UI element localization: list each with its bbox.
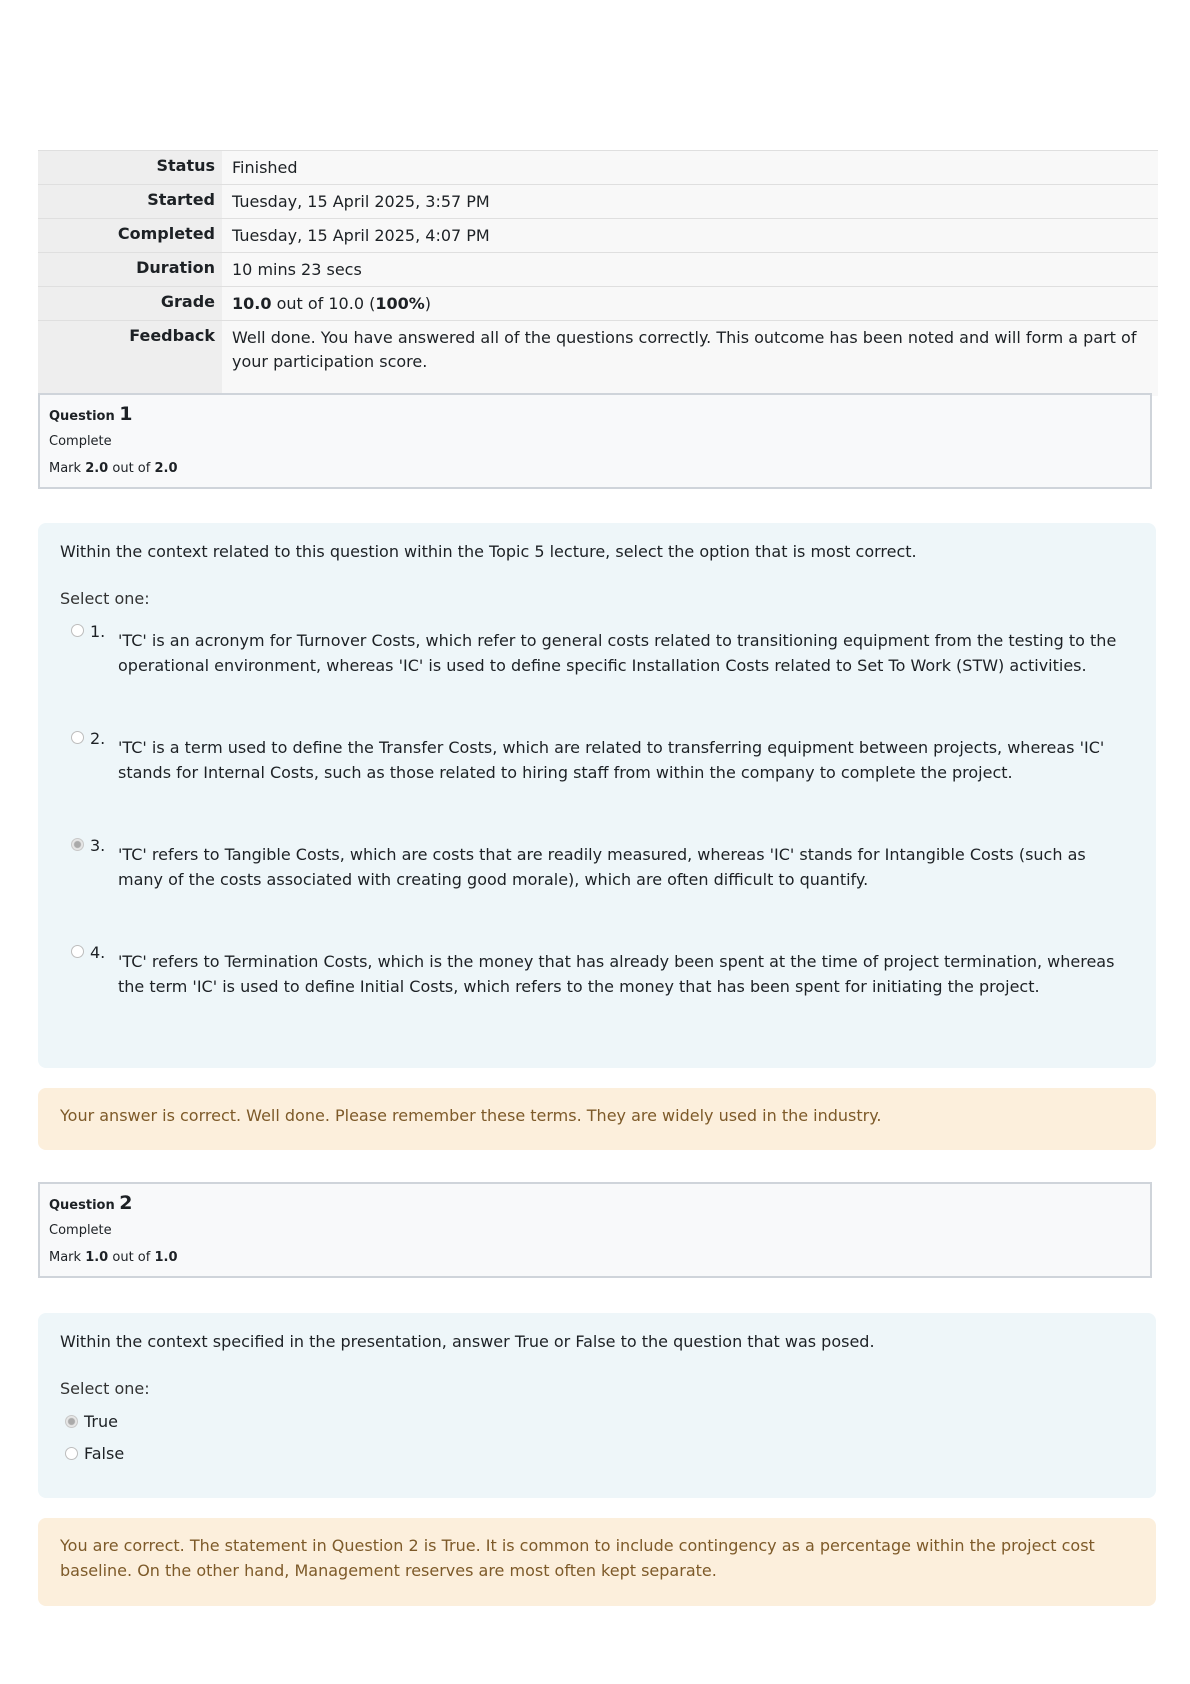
question-1-feedback: Your answer is correct. Well done. Please remember these terms. They are widely used in the industry. [38, 1088, 1156, 1150]
question-2-mark [49, 1250, 1141, 1265]
option-text: 'TC' is an acronym for Turnover Costs, which refer to general costs related to transitioning equipment from the testing to the operational environment, whereas 'IC' is used to define specific Installation Costs related to Set To Work (STW) activities. [118, 631, 1117, 675]
completed-value: Tuesday, 15 April 2025, 4:07 PM [222, 219, 1158, 253]
attempt-summary-table [38, 150, 1158, 396]
true-label: True [84, 1412, 118, 1431]
false-label: False [84, 1444, 125, 1463]
question-1-prompt: Within the context related to this question within the Topic 5 lecture, select the option that is most correct. [60, 542, 917, 561]
radio-true-selected[interactable] [65, 1415, 78, 1428]
grade-score: 10.0 [232, 294, 272, 313]
mark-mid: out of [112, 461, 151, 476]
question-2-prompt: Within the context specified in the presentation, answer True or False to the question that was posed. [60, 1332, 875, 1351]
answer-option-4[interactable] [60, 943, 1134, 999]
mark-prefix: Mark [49, 461, 82, 476]
mark-max: 1.0 [154, 1250, 178, 1265]
duration-label: Duration [38, 253, 222, 287]
question-2-select-one: Select one: [60, 1379, 150, 1398]
grade-mid: out of 10.0 ( [271, 294, 376, 313]
mark-max: 2.0 [154, 461, 178, 476]
summary-row-completed [38, 219, 1158, 253]
summary-row-status [38, 151, 1158, 185]
answer-false[interactable] [60, 1444, 1134, 1463]
option-text: 'TC' refers to Termination Costs, which is the money that has already been spent at the time of project termination, whereas the term 'IC' is used to define Initial Costs, which refers to the money that has been spent for initiating the project. [118, 952, 1115, 996]
question-1-select-one: Select one: [60, 589, 150, 608]
option-number: 1. [90, 622, 106, 641]
summary-row-duration [38, 253, 1158, 287]
radio-false[interactable] [65, 1447, 78, 1460]
duration-value: 10 mins 23 secs [222, 253, 1158, 287]
status-value: Finished [222, 151, 1158, 185]
answer-option-2[interactable] [60, 729, 1134, 785]
feedback-value: Well done. You have answered all of the questions correctly. This outcome has been noted and will form a part of your participation score. [222, 321, 1158, 397]
started-label: Started [38, 185, 222, 219]
option-number: 4. [90, 943, 106, 962]
question-1-number [49, 403, 1141, 425]
question-1-mark [49, 461, 1141, 476]
question-number: 1 [119, 403, 133, 425]
question-number: 2 [119, 1192, 133, 1214]
radio-option-3-selected[interactable] [71, 838, 84, 851]
question-1-state: Complete [49, 434, 112, 449]
grade-percent: 100% [375, 294, 425, 313]
summary-row-feedback [38, 321, 1158, 397]
question-1-options [60, 622, 1134, 999]
option-text: 'TC' refers to Tangible Costs, which are costs that are readily measured, whereas 'IC' stands for Intangible Costs (such as many of the costs associated with creating good morale), which are often difficult to quantify. [118, 845, 1086, 889]
completed-label: Completed [38, 219, 222, 253]
status-label: Status [38, 151, 222, 185]
question-2-feedback: You are correct. The statement in Question 2 is True. It is common to include contingency as a percentage within the project cost baseline. On the other hand, Management reserves are most often kept separate. [38, 1518, 1156, 1606]
grade-value [222, 287, 1158, 321]
question-2-number [49, 1192, 1141, 1214]
option-text: 'TC' is a term used to define the Transfer Costs, which are related to transferring equipment between projects, whereas 'IC' stands for Internal Costs, such as those related to hiring staff from within the company to complete the project. [118, 738, 1105, 782]
mark-value: 2.0 [85, 461, 109, 476]
radio-option-2[interactable] [71, 731, 84, 744]
summary-row-grade [38, 287, 1158, 321]
grade-end: ) [424, 294, 432, 313]
question-2-info [38, 1182, 1152, 1278]
question-2-state: Complete [49, 1223, 112, 1238]
question-label: Question [49, 1198, 115, 1213]
mark-mid: out of [112, 1250, 151, 1265]
radio-option-4[interactable] [71, 945, 84, 958]
option-number: 3. [90, 836, 106, 855]
option-number: 2. [90, 729, 106, 748]
summary-row-started [38, 185, 1158, 219]
grade-label: Grade [38, 287, 222, 321]
question-2-formulation [38, 1313, 1156, 1498]
question-label: Question [49, 409, 115, 424]
answer-true[interactable] [60, 1412, 1134, 1431]
mark-value: 1.0 [85, 1250, 109, 1265]
question-1-info [38, 393, 1152, 489]
feedback-label: Feedback [38, 321, 222, 397]
question-1-formulation [38, 523, 1156, 1068]
answer-option-1[interactable] [60, 622, 1134, 678]
mark-prefix: Mark [49, 1250, 82, 1265]
radio-option-1[interactable] [71, 624, 84, 637]
answer-option-3[interactable] [60, 836, 1134, 892]
started-value: Tuesday, 15 April 2025, 3:57 PM [222, 185, 1158, 219]
